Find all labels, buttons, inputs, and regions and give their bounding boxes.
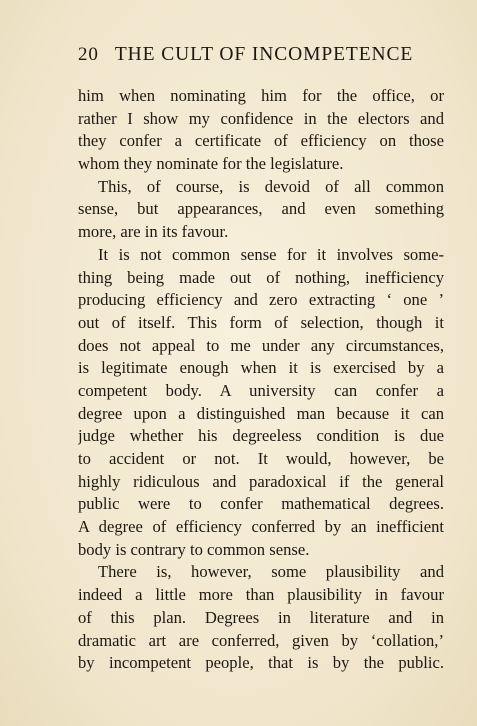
text-line: by incompetent people, that is by the public. bbox=[78, 653, 444, 673]
text-line: of this plan. Degrees in literature and in bbox=[78, 607, 444, 627]
running-head bbox=[78, 44, 444, 70]
text-line: more, are in its favour. bbox=[78, 222, 229, 242]
text-line: judge whether his degreeless condition is due bbox=[78, 426, 444, 446]
text-line: competent body. A university can confer a bbox=[78, 380, 444, 400]
text-line: dramatic art are conferred, given by ‘collation,’ bbox=[78, 630, 444, 650]
paragraph bbox=[78, 244, 444, 562]
text-line: they confer a certificate of efficiency on those bbox=[78, 131, 444, 151]
text-line: highly ridiculous and paradoxical if the general bbox=[78, 471, 444, 491]
text-line: body is contrary to common sense. bbox=[78, 539, 310, 559]
text-line: degree upon a distinguished man because it can bbox=[78, 403, 444, 423]
text-line: public were to confer mathematical degrees. bbox=[78, 494, 444, 514]
text-line: sense, but appearances, and even something bbox=[78, 199, 444, 219]
text-line: out of itself. This form of selection, though it bbox=[78, 312, 444, 332]
text-line: rather I show my confidence in the electors and bbox=[78, 108, 444, 128]
paragraph bbox=[78, 85, 444, 176]
text-line: does not appeal to me under any circumstances, bbox=[78, 335, 444, 355]
text-line: indeed a little more than plausibility in favour bbox=[78, 585, 444, 605]
text-line: It is not common sense for it involves some- bbox=[98, 244, 444, 264]
text-line: to accident or not. It would, however, be bbox=[78, 449, 444, 468]
page-number: 20 bbox=[78, 44, 99, 65]
body-text bbox=[78, 85, 444, 675]
running-title: THE CULT OF INCOMPETENCE bbox=[114, 44, 414, 65]
text-line: A degree of efficiency conferred by an inefficient bbox=[78, 517, 444, 537]
text-line: This, of course, is devoid of all common bbox=[98, 176, 444, 196]
text-line: thing being made out of nothing, inefficiency bbox=[78, 267, 444, 287]
paragraph bbox=[78, 561, 444, 674]
paragraph bbox=[78, 176, 444, 244]
text-line: producing efficiency and zero extracting ‘ one ’ bbox=[78, 290, 444, 310]
text-line: is legitimate enough when it is exercised by a bbox=[78, 358, 444, 378]
text-line: whom they nominate for the legislature. bbox=[78, 154, 344, 174]
text-line: him when nominating him for the office, or bbox=[78, 86, 444, 105]
text-line: There is, however, some plausibility and bbox=[98, 562, 444, 582]
